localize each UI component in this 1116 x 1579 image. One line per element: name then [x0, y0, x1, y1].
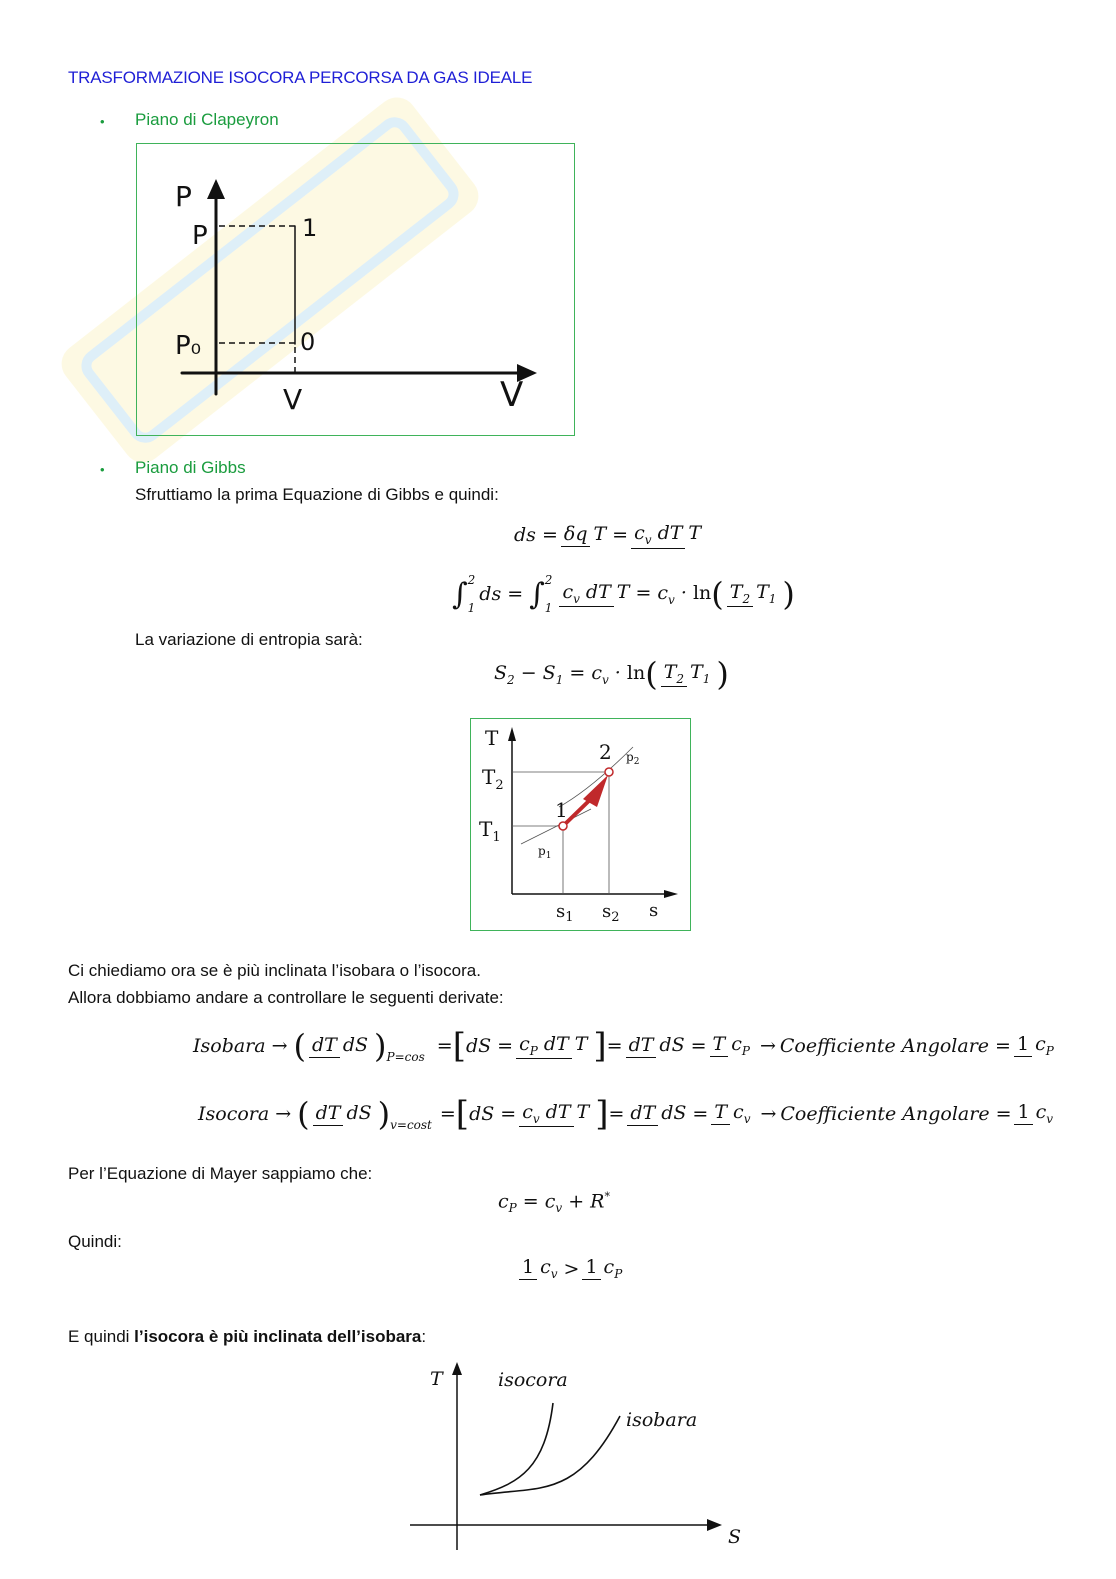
final-y-label: T: [430, 1368, 443, 1390]
ts-y-label: T: [485, 726, 499, 750]
entropy-intro-text: La variazione di entropia sarà:: [135, 630, 363, 649]
clapeyron-diagram-frame: [136, 143, 575, 436]
p-label: P: [192, 221, 208, 251]
isobara-curve: [480, 1416, 620, 1495]
bullet-gibbs: Piano di Gibbs: [135, 458, 246, 477]
bullet-dot-clapeyron: •: [100, 114, 105, 129]
bullet-dot-gibbs: •: [100, 462, 105, 477]
conclusion-suffix: :: [421, 1327, 427, 1346]
isocora-curve-label: isocora: [498, 1369, 568, 1391]
conclusion-bold: l’isocora è più inclinata dell’isobara: [134, 1327, 422, 1346]
clapeyron-y-label: P: [175, 180, 192, 213]
s2-label: $s_2$: [602, 901, 620, 925]
t2-label: $T_2$: [482, 765, 504, 793]
page-title: TRASFORMAZIONE ISOCORA PERCORSA DA GAS IDEALE: [68, 68, 533, 87]
final-x-arrowhead: [707, 1519, 722, 1531]
clapeyron-diagram: [137, 144, 574, 435]
gibbs-equation-ds: ds = δq T = $c_v$ dT T: [514, 522, 702, 547]
point-0-label: 0: [300, 328, 316, 356]
final-x-label: S: [728, 1526, 742, 1548]
state-2-point: [605, 768, 613, 776]
inequality-equation: 1 $c_v$ > 1 $c_P$: [516, 1256, 628, 1282]
ts-point-1-label: 1: [555, 798, 568, 822]
mayer-equation: $c_P = c_v + R^*$: [498, 1190, 610, 1216]
bullet-clapeyron: Piano di Clapeyron: [135, 110, 279, 129]
isobara-derivative-equation: Isobara → ( dT dS ) P=cos = [ dS = $c_P$ dT T ] = dT dS = T $c_P$ → Coefficiente Angolare = 1 $c_P$: [193, 1026, 1054, 1066]
s1-label: $s_1$: [556, 901, 574, 925]
question-line-2: Allora dobbiamo andare a controllare le seguenti derivate:: [68, 988, 504, 1007]
quindi-text: Quindi:: [68, 1232, 122, 1251]
final-y-arrowhead: [452, 1362, 462, 1375]
state-1-point: [559, 822, 567, 830]
isocora-vs-isobara-diagram: [400, 1358, 760, 1558]
isobara-curve-label: isobara: [626, 1409, 698, 1431]
ts-x-arrowhead: [664, 890, 678, 898]
conclusion-prefix: E quindi: [68, 1327, 135, 1346]
clapeyron-x-label: V: [500, 375, 524, 415]
clapeyron-y-arrowhead: [207, 179, 225, 199]
conclusion-text: [68, 1327, 426, 1347]
point-1-label: 1: [302, 214, 318, 242]
p0-label: P₀: [175, 331, 202, 361]
p1-label: $p_1$: [538, 844, 552, 861]
ts-point-2-label: 2: [599, 740, 612, 764]
ts-y-arrowhead: [508, 727, 516, 741]
ts-diagram-frame: [470, 718, 691, 931]
gibbs-intro-text: Sfruttiamo la prima Equazione di Gibbs e quindi:: [135, 485, 499, 504]
ts-diagram: [471, 719, 690, 930]
mayer-intro-text: Per l’Equazione di Mayer sappiamo che:: [68, 1164, 373, 1183]
v-label: V: [283, 383, 303, 416]
question-line-1: Ci chiediamo ora se è più inclinata l’isobara o l’isocora.: [68, 961, 481, 980]
isocora-derivative-equation: Isocora → ( dT dS ) v=cost = [ dS = $c_v$ dT T ] = dT dS = T $c_v$ → Coefficiente Angolare = 1 $c_v$: [198, 1094, 1054, 1134]
p2-label: $p_2$: [626, 750, 640, 767]
gibbs-equation-integral: ∫ 2 1 ds = ∫ 2 1 $c_v$ dT T = $c_v \cdot \ln$ ( $T_2$ $T_1$ ): [452, 573, 795, 615]
entropy-variation-equation: $S_2 - S_1 = c_v \cdot \ln$ ( $T_2$ $T_1$ ): [494, 655, 729, 693]
isocora-curve: [480, 1403, 553, 1495]
ts-x-label: s: [649, 900, 659, 921]
t1-label: $T_1$: [479, 817, 501, 845]
